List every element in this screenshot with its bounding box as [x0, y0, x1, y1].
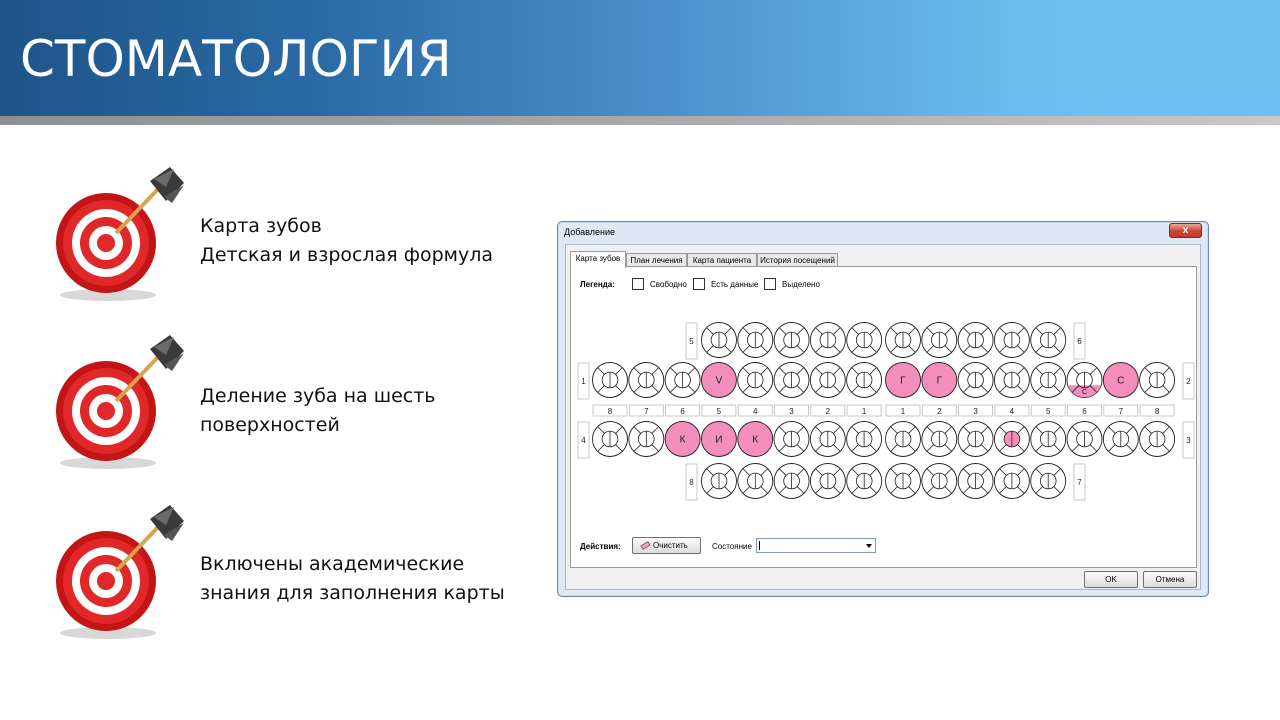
close-button[interactable]: [1169, 223, 1202, 238]
tooth-deciduous-lower[interactable]: [702, 464, 737, 499]
state-label: Состояние: [712, 542, 752, 551]
quadrant-label: 2: [1186, 377, 1191, 386]
tooth-permanent-upper[interactable]: [1103, 363, 1138, 398]
tooth-permanent-lower[interactable]: [593, 422, 628, 457]
svg-text:С: С: [1081, 389, 1088, 396]
tooth-deciduous-lower[interactable]: [774, 464, 809, 499]
tooth-number-label[interactable]: 1: [900, 407, 906, 416]
cancel-button[interactable]: Отмена: [1143, 571, 1197, 588]
quadrant-label: 6: [1077, 337, 1082, 346]
legend-text-data: Есть данные: [711, 280, 759, 289]
feature-item: [50, 167, 520, 307]
dialog-titlebar[interactable]: [558, 222, 1208, 242]
tooth-deciduous-lower[interactable]: [886, 464, 921, 499]
tooth-permanent-upper[interactable]: [774, 363, 809, 398]
tooth-deciduous-upper[interactable]: [702, 323, 737, 358]
slide-title: СТОМАТОЛОГИЯ: [20, 30, 452, 88]
tooth-deciduous-upper[interactable]: [886, 323, 921, 358]
feature-item: [50, 335, 520, 475]
quadrant-label: 7: [1077, 478, 1082, 487]
tooth-permanent-lower[interactable]: [958, 422, 993, 457]
quadrant-label: 5: [689, 337, 694, 346]
quadrant-label: 3: [1186, 436, 1191, 445]
tooth-permanent-lower[interactable]: [665, 422, 700, 457]
tooth-deciduous-lower[interactable]: [847, 464, 882, 499]
feature-line: Карта зубов: [200, 215, 322, 237]
quadrant-label: 8: [689, 478, 694, 487]
feature-description: [200, 382, 436, 440]
tooth-permanent-lower[interactable]: [994, 422, 1029, 457]
dart-target-icon: [50, 167, 190, 307]
feature-line: поверхностей: [200, 414, 340, 436]
tooth-number-label[interactable]: 5: [1045, 407, 1051, 416]
quadrant-label: 1: [581, 377, 586, 386]
feature-line: Включены академические: [200, 553, 465, 575]
tooth-number-label[interactable]: 3: [973, 407, 978, 416]
svg-text:К: К: [679, 434, 686, 446]
ok-button[interactable]: OK: [1084, 571, 1138, 588]
tooth-number-label[interactable]: 1: [861, 407, 867, 416]
tooth-permanent-upper[interactable]: [847, 363, 882, 398]
tooth-deciduous-lower[interactable]: [1031, 464, 1066, 499]
close-icon: x: [1182, 225, 1189, 236]
tooth-permanent-upper[interactable]: [958, 363, 993, 398]
tooth-number-label[interactable]: 6: [1082, 407, 1087, 416]
tab-treatment-plan[interactable]: План лечения: [626, 253, 687, 267]
tooth-number-label[interactable]: 7: [1118, 407, 1124, 416]
tooth-deciduous-upper[interactable]: [922, 323, 957, 358]
tooth-permanent-lower[interactable]: [922, 422, 957, 457]
tooth-permanent-upper[interactable]: [1031, 363, 1066, 398]
svg-text:К: К: [752, 434, 759, 446]
title-banner: [0, 0, 1280, 116]
svg-text:Г: Г: [936, 375, 943, 387]
tooth-permanent-lower[interactable]: [774, 422, 809, 457]
tooth-permanent-lower[interactable]: [1140, 422, 1175, 457]
tooth-permanent-upper[interactable]: [994, 363, 1029, 398]
feature-line: Детская и взрослая формула: [200, 244, 494, 266]
tooth-deciduous-upper[interactable]: [1031, 323, 1066, 358]
tooth-permanent-upper[interactable]: [1067, 363, 1102, 398]
dart-target-icon: [50, 505, 190, 645]
tooth-deciduous-upper[interactable]: [994, 323, 1029, 358]
legend-label: Легенда:: [580, 280, 615, 289]
tooth-deciduous-lower[interactable]: [994, 464, 1029, 499]
tooth-number-label[interactable]: 8: [1154, 407, 1160, 416]
quadrant-label: 4: [581, 436, 586, 445]
tooth-permanent-lower[interactable]: [738, 422, 773, 457]
tooth-number-label[interactable]: 4: [1009, 407, 1015, 416]
tooth-permanent-upper[interactable]: [886, 363, 921, 398]
tooth-permanent-upper[interactable]: [701, 363, 736, 398]
tab-tooth-chart[interactable]: Карта зубов: [570, 251, 626, 268]
tooth-permanent-lower[interactable]: [847, 422, 882, 457]
tooth-number-label[interactable]: 4: [752, 407, 758, 416]
tooth-number-label[interactable]: 2: [825, 407, 831, 416]
tooth-deciduous-upper[interactable]: [810, 323, 845, 358]
svg-text:V: V: [715, 375, 723, 387]
text-cursor: [759, 541, 760, 550]
tooth-permanent-lower[interactable]: [886, 422, 921, 457]
svg-text:И: И: [715, 434, 723, 446]
add-dialog: [557, 221, 1209, 597]
tooth-number-label[interactable]: 3: [789, 407, 794, 416]
clear-button[interactable]: [632, 537, 701, 554]
dart-target-icon: [50, 335, 190, 475]
dialog-client-area: [565, 244, 1201, 590]
tooth-permanent-lower[interactable]: [629, 422, 664, 457]
tooth-number-label[interactable]: 2: [937, 407, 942, 416]
tooth-permanent-upper[interactable]: [629, 363, 664, 398]
tooth-permanent-upper[interactable]: [665, 363, 700, 398]
tooth-permanent-upper[interactable]: [922, 363, 957, 398]
tooth-deciduous-upper[interactable]: [847, 323, 882, 358]
tooth-number-label[interactable]: 8: [607, 407, 613, 416]
state-dropdown[interactable]: [756, 538, 876, 553]
svg-text:С: С: [1117, 375, 1125, 387]
tooth-deciduous-lower[interactable]: [738, 464, 773, 499]
eraser-icon: [640, 541, 650, 550]
tooth-deciduous-upper[interactable]: [958, 323, 993, 358]
tooth-number-label[interactable]: 7: [644, 407, 649, 416]
tooth-chart: [571, 267, 1198, 569]
actions-label: Действия:: [580, 542, 621, 551]
tab-visit-history[interactable]: История посещений: [757, 253, 838, 267]
tooth-permanent-upper[interactable]: [738, 363, 773, 398]
tooth-permanent-lower[interactable]: [810, 422, 845, 457]
svg-text:Г: Г: [900, 375, 906, 387]
tooth-deciduous-lower[interactable]: [922, 464, 957, 499]
chevron-down-icon[interactable]: [866, 544, 872, 548]
tooth-permanent-lower[interactable]: [1103, 422, 1138, 457]
tooth-deciduous-upper[interactable]: [774, 323, 809, 358]
feature-line: знания для заполнения карты: [200, 582, 505, 604]
tooth-permanent-upper[interactable]: [1140, 363, 1175, 398]
tooth-permanent-lower[interactable]: [1067, 422, 1102, 457]
tab-patient-card[interactable]: Карта пациента: [687, 253, 757, 267]
feature-line: Деление зуба на шесть: [200, 385, 436, 407]
feature-description: [200, 550, 505, 608]
tooth-deciduous-lower[interactable]: [810, 464, 845, 499]
feature-item: [50, 505, 520, 645]
tooth-permanent-lower[interactable]: [701, 422, 736, 457]
legend-text-free: Свободно: [650, 280, 687, 289]
tooth-chart-panel: [570, 266, 1197, 568]
dialog-title: Добавление: [564, 227, 615, 237]
tooth-number-label[interactable]: 6: [680, 407, 685, 416]
tooth-permanent-lower[interactable]: [1031, 422, 1066, 457]
banner-divider: [0, 116, 1280, 125]
clear-button-label: Очистить: [653, 541, 688, 550]
legend-text-selected: Выделено: [782, 280, 820, 289]
tooth-permanent-upper[interactable]: [593, 363, 628, 398]
tooth-deciduous-upper[interactable]: [738, 323, 773, 358]
tooth-deciduous-lower[interactable]: [958, 464, 993, 499]
tooth-number-label[interactable]: 5: [716, 407, 722, 416]
tooth-permanent-upper[interactable]: [810, 363, 845, 398]
feature-description: [200, 212, 493, 270]
